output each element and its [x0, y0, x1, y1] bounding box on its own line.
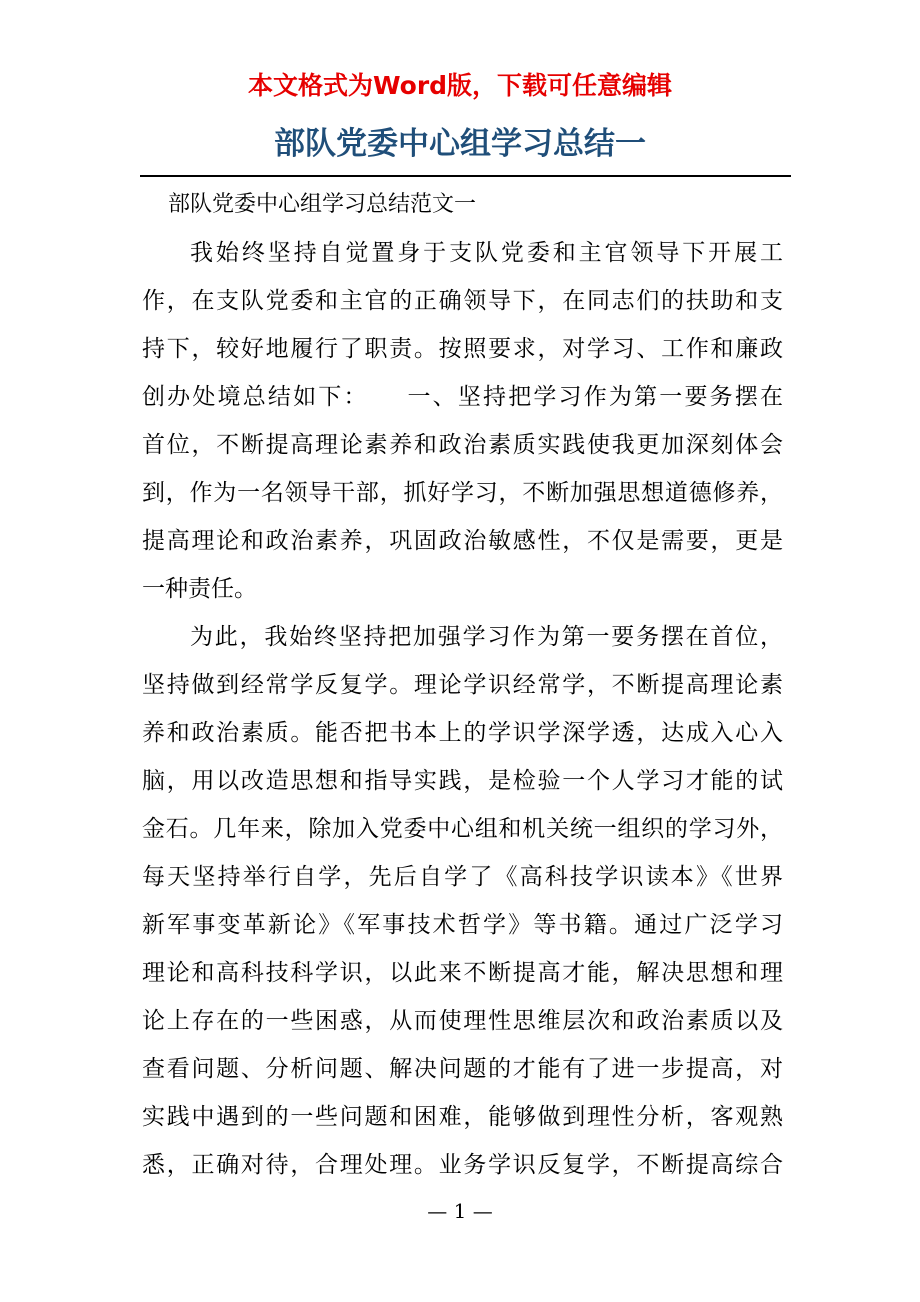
text-line: 首位，不断提高理论素养和政治素质实践使我更加深刻体会	[142, 432, 783, 458]
document-body	[142, 181, 783, 1189]
text-line: 每天坚持举行自学，先后自学了《高科技学识读本》《世界	[142, 864, 783, 890]
text-line: 坚持做到经常学反复学。理论学识经常学，不断提高理论素	[142, 672, 783, 698]
text-line: 论上存在的一些困惑，从而使理性思维层次和政治素质以及	[142, 1008, 783, 1034]
text-line: 我始终坚持自觉置身于支队党委和主官领导下开展工	[190, 240, 783, 266]
text-line: 实践中遇到的一些问题和困难，能够做到理性分析，客观熟	[142, 1104, 783, 1130]
page-number: — 1 —	[427, 1199, 493, 1223]
text-line: 一种责任。	[142, 576, 257, 602]
paragraph-2	[142, 613, 783, 1189]
section-subtitle: 部队党委中心组学习总结范文一	[168, 192, 477, 217]
document-title: 部队党委中心组学习总结一	[274, 126, 646, 162]
paragraph-1	[142, 229, 783, 613]
text-line: 悉，正确对待，合理处理。业务学识反复学，不断提高综合	[142, 1152, 783, 1178]
text-line: 到，作为一名领导干部，抓好学习，不断加强思想道德修养，	[142, 480, 783, 506]
text-line: 新军事变革新论》《军事技术哲学》等书籍。通过广泛学习	[142, 912, 783, 938]
text-line: 理论和高科技科学识，以此来不断提高才能，解决思想和理	[142, 960, 783, 986]
text-line: 创办处境总结如下： 一、坚持把学习作为第一要务摆在	[142, 384, 783, 410]
text-line: 金石。几年来，除加入党委中心组和机关统一组织的学习外，	[142, 816, 783, 842]
title-divider	[140, 175, 791, 177]
text-line: 作，在支队党委和主官的正确领导下，在同志们的扶助和支	[142, 288, 783, 314]
text-line: 持下，较好地履行了职责。按照要求，对学习、工作和廉政	[142, 336, 783, 362]
text-line: 为此，我始终坚持把加强学习作为第一要务摆在首位，	[190, 624, 783, 650]
text-line: 提高理论和政治素养，巩固政治敏感性，不仅是需要，更是	[142, 528, 783, 554]
text-line: 脑，用以改造思想和指导实践，是检验一个人学习才能的试	[142, 768, 783, 794]
text-line: 查看问题、分析问题、解决问题的才能有了进一步提高，对	[142, 1056, 783, 1082]
format-notice: 本文格式为Word版，下载可任意编辑	[247, 71, 673, 100]
text-line: 养和政治素质。能否把书本上的学识学深学透，达成入心入	[142, 720, 783, 746]
